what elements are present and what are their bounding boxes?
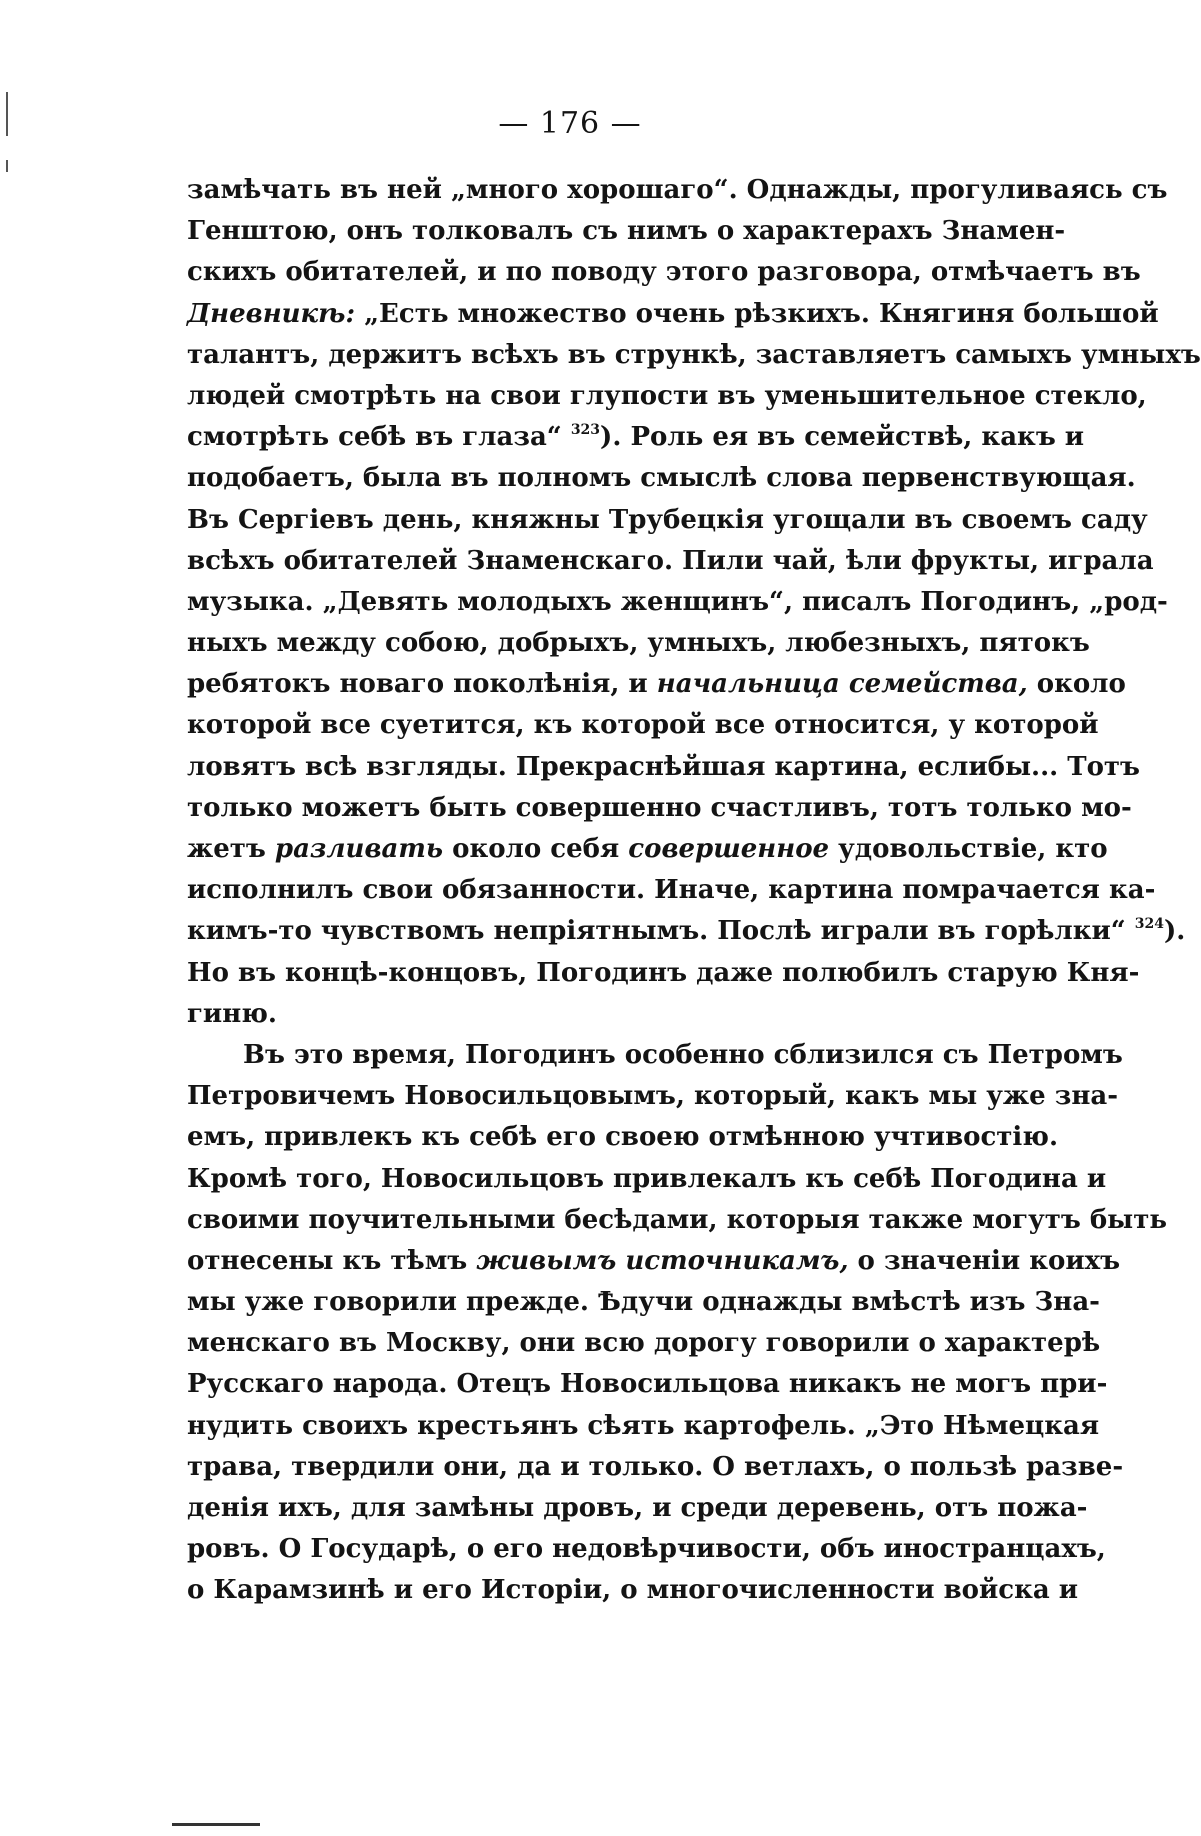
text-run: ловятъ всѣ взгляды. Прекраснѣйшая картина, еслибы... Тотъ [187,751,1140,782]
footer-rule [172,1823,260,1826]
text-line [187,1200,1167,1241]
paragraph [187,1035,1167,1612]
page-number [0,106,1140,141]
text-run: менскаго въ Москву, они всю дорогу говорили о характерѣ [187,1328,1101,1359]
text-run: Петровичемъ Новосильцовымъ, который, какъ мы уже зна- [187,1081,1118,1112]
text-run: которой все суетится, къ которой все относится, у которой [187,710,1099,741]
text-line [187,1570,1079,1611]
text-run: Русскаго народа. Отецъ Новосильцова никакъ не могъ при- [187,1369,1108,1400]
left-edge-mark-small [6,160,8,172]
text-run: удовольствіе, кто [829,834,1108,864]
text-run: исполнилъ свои обязанности. Иначе, картина помрачается ка- [187,875,1156,906]
italic-run: живымъ источникамъ, [476,1245,849,1276]
text-run: только можетъ быть совершенно счастливъ, тотъ только мо- [187,792,1132,823]
text-run: талантъ, держитъ всѣхъ въ стрункѣ, заставляетъ самыхъ умныхъ [187,339,1201,370]
text-line [187,911,1186,952]
text-run: музыка. „Девять молодыхъ женщинъ“, писалъ Погодинъ, „род- [187,586,1168,617]
page-number-text: — 176 — [498,106,642,141]
text-run: кимъ-то чувствомъ непріятнымъ. Послѣ играли въ горѣлки“ [187,916,1135,947]
text-run: отнесены къ тѣмъ [187,1245,477,1276]
paragraph [187,170,1201,1035]
text-line [187,417,1085,458]
text-run: подобаетъ, была въ полномъ смыслѣ слова первенствующая. [187,463,1136,494]
text-run: о значеніи коихъ [848,1245,1121,1276]
text-run: ребятокъ новаго поколѣнія, и [187,669,657,700]
text-run: денія ихъ, для замѣны дровъ, и среди деревень, отъ пожа- [187,1493,1088,1523]
text-line [187,953,1140,994]
text-run: о Карамзинѣ и его Исторіи, о многочисленности войска и [187,1575,1079,1606]
text-run: людей смотрѣть на свои глупости въ уменьшительное стекло, [187,380,1147,411]
text-run: гиню. [187,998,277,1029]
text-line [187,994,1047,1035]
text-line [187,582,1168,623]
text-run: емъ, привлекъ къ себѣ его своею отмѣнною учтивостію. [187,1122,1058,1153]
text-run: Но въ концѣ-концовъ, Погодинъ даже полюбилъ старую Кня- [187,957,1140,988]
text-line [187,623,1090,664]
footnote-ref: 324 [1134,916,1164,933]
text-line [187,829,1108,870]
text-line [187,1282,1100,1323]
text-run: около [1027,669,1126,700]
footnote-ref: 323 [570,422,601,439]
text-run: нудить своихъ крестьянъ сѣять картофель. „Это Нѣмецкая [187,1410,1100,1441]
text-line [187,1406,1100,1447]
text-line [187,170,1168,211]
text-run: своими поучительными бесѣдами, которыя также могутъ быть [187,1204,1167,1235]
text-line [187,211,1066,252]
body-text [187,170,1201,1612]
text-run: жетъ [187,834,275,864]
text-line [187,1159,1107,1200]
text-line [187,870,1156,911]
italic-run: Дневникѣ: [187,298,356,329]
text-line [187,1241,1121,1282]
text-line [187,747,1140,788]
text-line [187,458,1136,499]
text-line [187,376,1147,417]
text-run: „Есть множество очень рѣзкихъ. Княгиня большой [355,298,1159,329]
text-line [187,252,1141,293]
text-run: скихъ обитателей, и по поводу этого разговора, отмѣчаетъ въ [187,257,1141,288]
italic-run: начальница семейства, [656,669,1028,700]
text-line [187,1488,1088,1529]
text-run: мы уже говорили прежде. Ѣдучи однажды вмѣстѣ изъ Зна- [187,1287,1100,1318]
text-run: смотрѣть себѣ въ глаза“ [187,422,571,453]
text-line [187,541,1154,582]
text-line [187,294,1159,335]
text-line [187,1323,1101,1364]
text-run: около себя [443,834,629,864]
text-run: Кромѣ того, Новосильцовъ привлекалъ къ себѣ Погодина и [187,1163,1107,1194]
text-run: всѣхъ обитателей Знаменскаго. Пили чай, ѣли фрукты, играла [187,545,1154,576]
text-run: ). Роль ея въ семействѣ, какъ и [600,422,1085,453]
text-run: Въ это время, Погодинъ особенно сблизился съ Петромъ [243,1039,1123,1070]
text-line [187,705,1099,746]
text-line [187,1447,1124,1488]
text-line [187,1035,1123,1076]
text-run: Генштою, онъ толковалъ съ нимъ о характерахъ Знамен- [187,216,1066,247]
italic-run: разливать [274,834,444,864]
text-line [187,1117,1058,1158]
text-run: ). [1164,916,1186,947]
text-run: ныхъ между собою, добрыхъ, умныхъ, любезныхъ, пятокъ [187,628,1090,659]
text-run: ровъ. О Государѣ, о его недовѣрчивости, объ иностранцахъ, [187,1534,1106,1565]
text-run: трава, твердили они, да и только. О ветлахъ, о пользѣ разве- [187,1451,1124,1482]
text-run: Въ Сергіевъ день, княжны Трубецкія угощали въ своемъ саду [187,504,1148,535]
text-line [187,1364,1108,1405]
text-line [187,664,1126,705]
text-line [187,1076,1118,1117]
text-run: замѣчать въ ней „много хорошаго“. Однажды, прогуливаясь съ [187,175,1168,205]
text-line [187,788,1132,829]
italic-run: совершенное [628,834,830,864]
text-line [187,500,1148,541]
text-line [187,335,1201,376]
text-line [187,1529,1106,1570]
